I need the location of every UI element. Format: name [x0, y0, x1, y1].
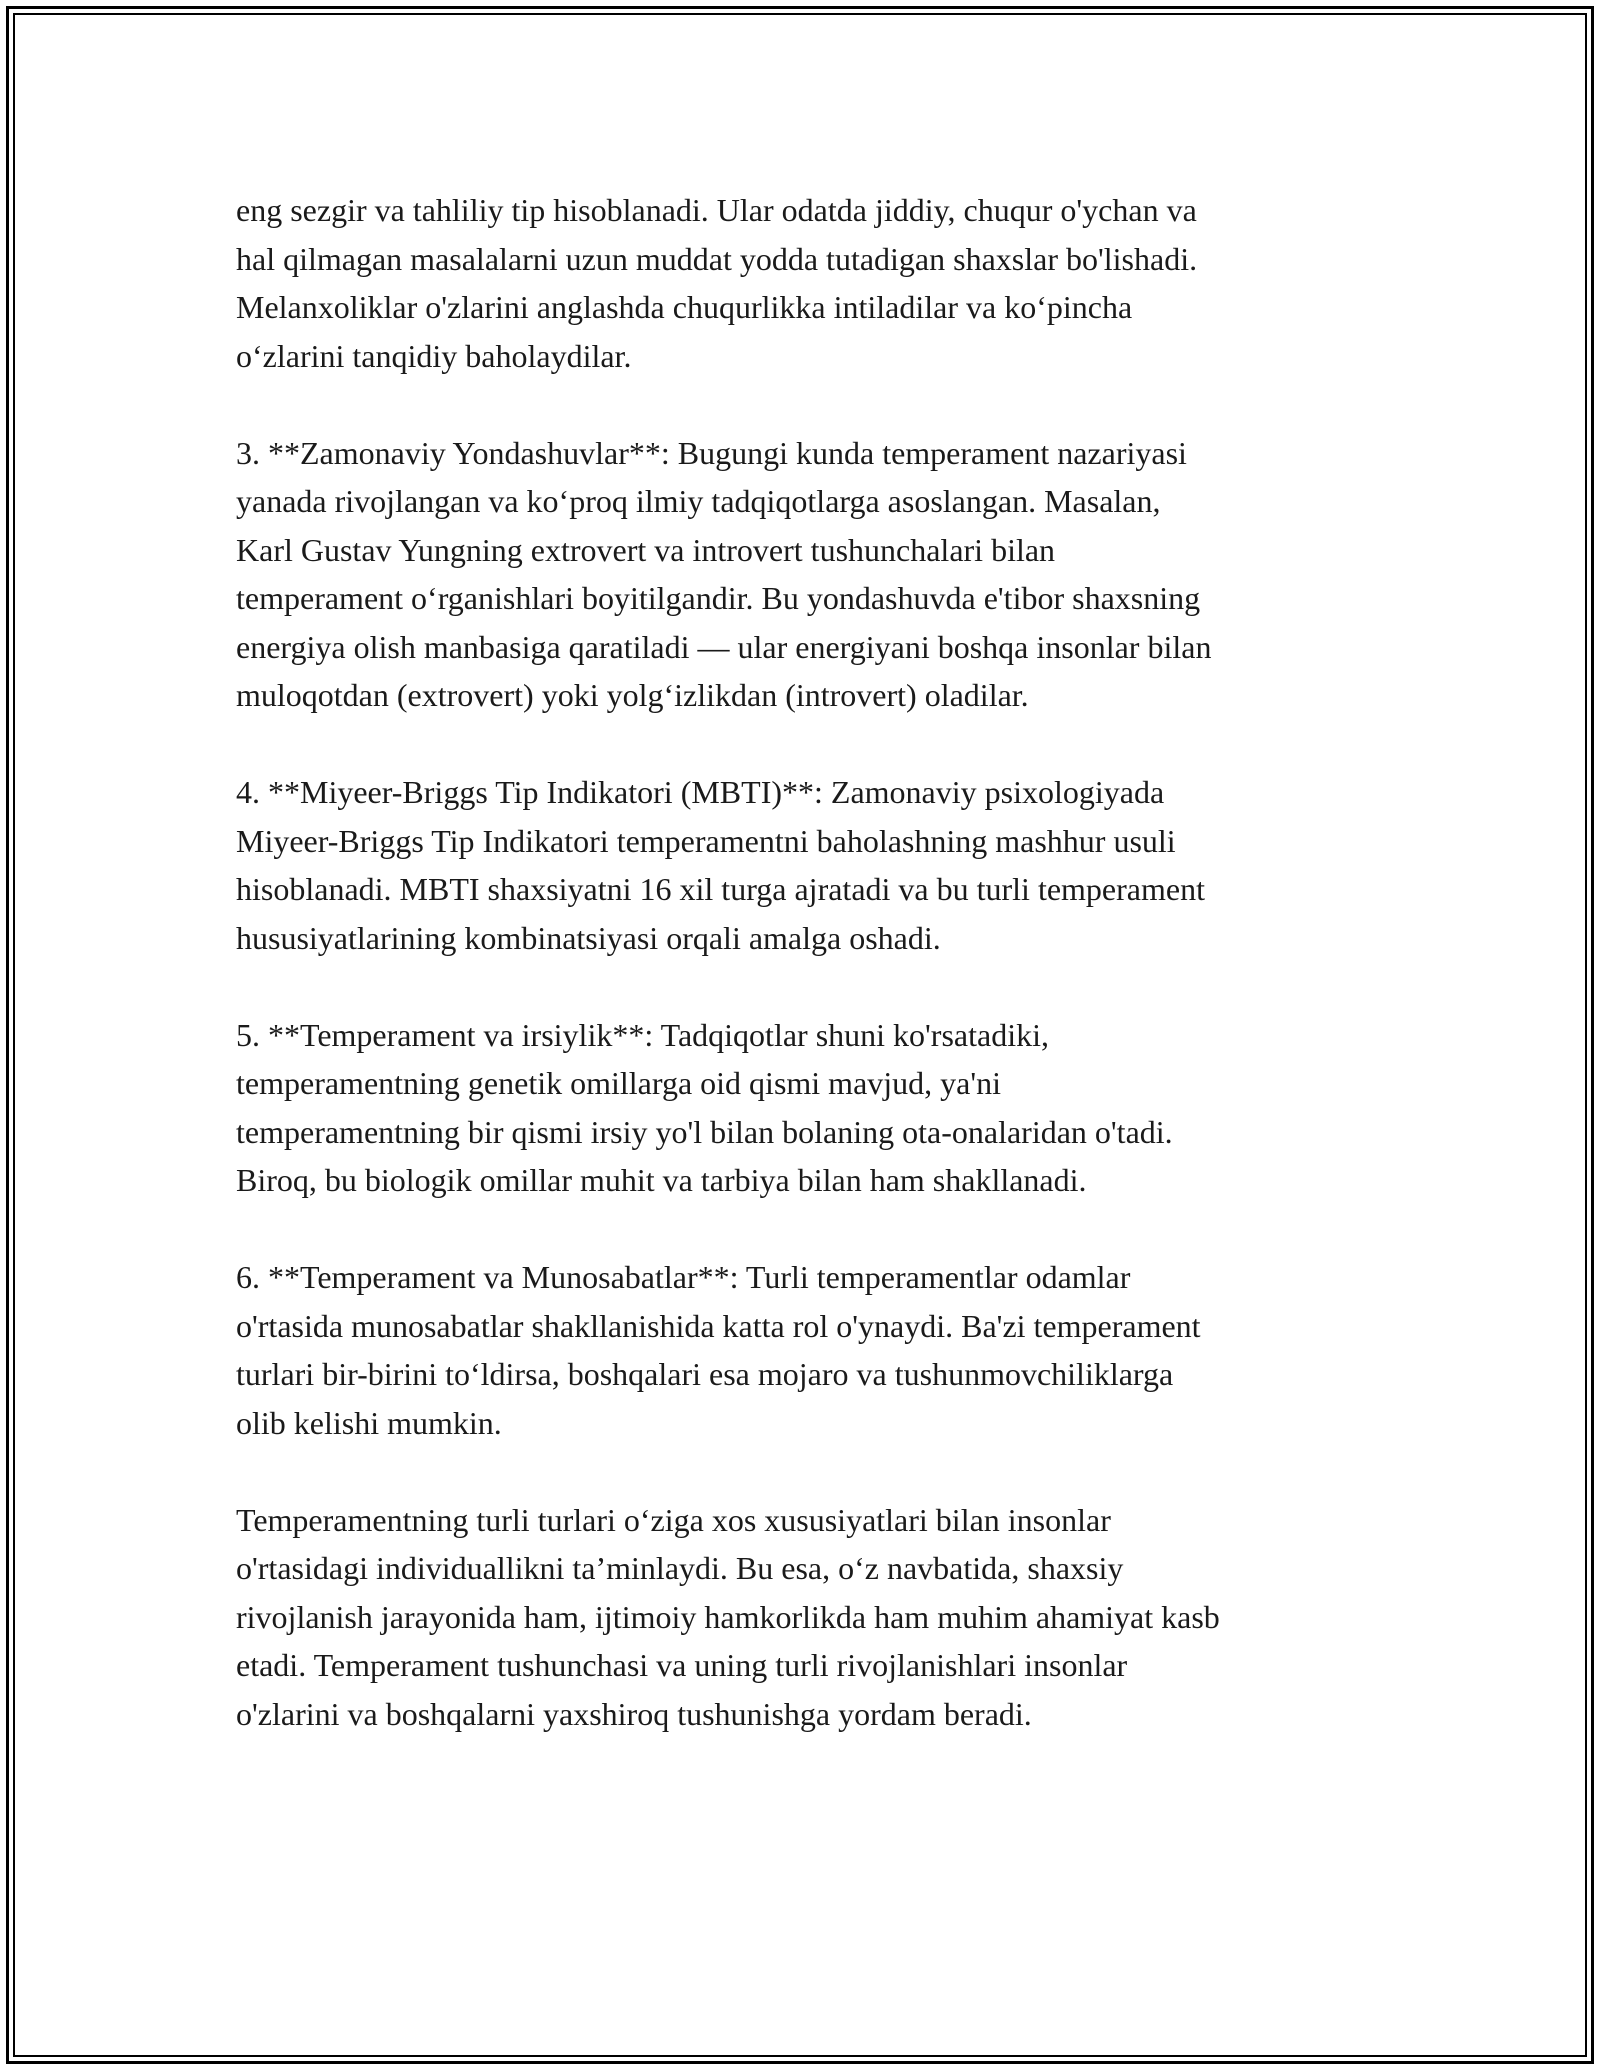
paragraph-mbti: 4. **Miyeer-Briggs Tip Indikatori (MBTI)**: Zamonaviy psixologiyada Miyeer-Briggs Tip Indikatori temperamentni baholashning mashhur usuli hisoblanadi. MBTI shaxsiyatni 16 xil turga ajratadi va bu turli temperament hususiyatlarining kombinatsiyasi orqali amalga oshadi.: [236, 774, 1205, 956]
paragraph-conclusion: Temperamentning turli turlari o‘ziga xos xususiyatlari bilan insonlar o'rtasidagi individuallikni ta’minlaydi. Bu esa, o‘z navbatida, shaxsiy rivojlanish jarayonida ham, ijtimoiy hamkorlikda ham muhim ahamiyat kasb etadi. Temperament tushunchasi va uning turli rivojlanishlari insonlar o'zlarini va boshqalarni yaxshiroq tushunishga yordam beradi.: [236, 1501, 1220, 1732]
paragraph-heredity: 5. **Temperament va irsiylik**: Tadqiqotlar shuni ko'rsatadiki, temperamentning genetik omillarga oid qismi mavjud, ya'ni temperamentning bir qismi irsiy yo'l bilan bolaning ota-onalaridan o'tadi. Biroq, bu biologik omillar muhit va tarbiya bilan ham shakllanadi.: [236, 1016, 1173, 1198]
paragraph-modern-approaches: 3. **Zamonaviy Yondashuvlar**: Bugungi kunda temperament nazariyasi yanada rivojlangan va ko‘proq ilmiy tadqiqotlarga asoslangan. Masalan, Karl Gustav Yungning extrovert va introvert tushunchalari bilan temperament o‘rganishlari boyitilgandir. Bu yondashuvda e'tibor shaxsning energiya olish manbasiga qaratiladi — ular energiyani boshqa insonlar bilan muloqotdan (extrovert) yoki yolg‘izlikdan (introvert) oladilar.: [236, 434, 1212, 713]
paragraph-relationships: 6. **Temperament va Munosabatlar**: Turli temperamentlar odamlar o'rtasida munosabatlar shakllanishida katta rol o'ynaydi. Ba'zi temperament turlari bir-birini to‘ldirsa, boshqalari esa mojaro va tushunmovchiliklarga olib kelishi mumkin.: [236, 1259, 1201, 1441]
paragraph-melancholic-continuation: eng sezgir va tahliliy tip hisoblanadi. Ular odatda jiddiy, chuqur o'ychan va hal qilmagan masalalarni uzun muddat yodda tutadigan shaxslar bo'lishadi. Melanxoliklar o'zlarini anglashda chuqurlikka intiladilar va ko‘pincha o‘zlarini tanqidiy baholaydilar.: [236, 192, 1198, 374]
document-body: [236, 186, 1386, 1738]
